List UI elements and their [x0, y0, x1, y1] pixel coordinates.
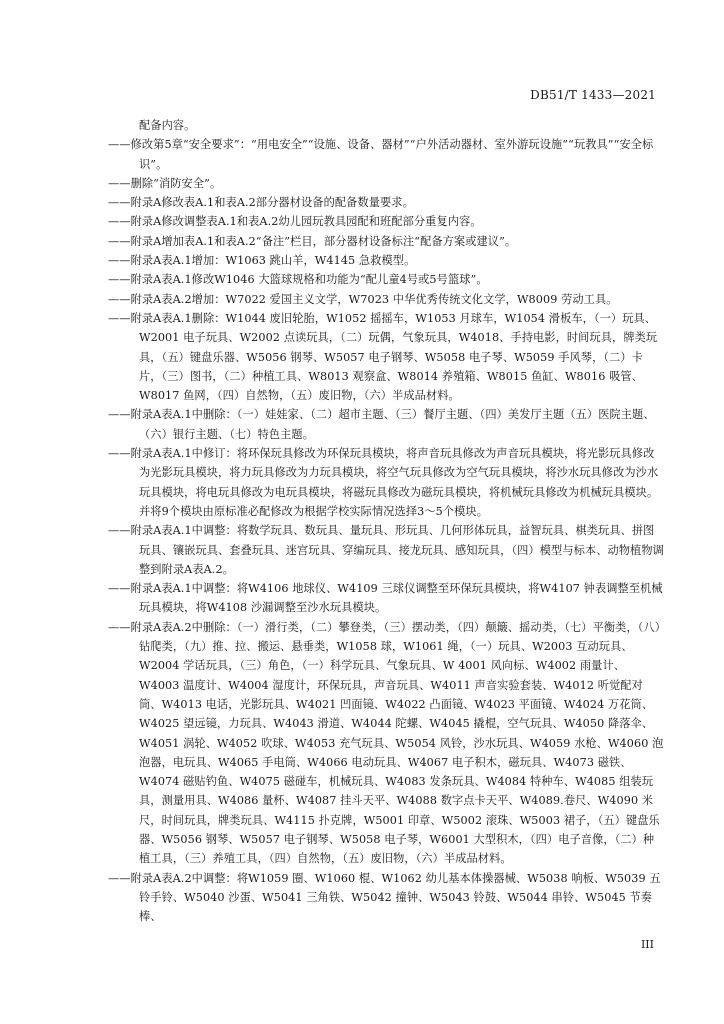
list-item: ——删除“消防安全”。 [108, 176, 222, 190]
list-item: ——附录A表A.2中调整：将W1059 圈、W1060 棍、W1062 幼儿基本体操器械、W5038 响板、W5039 五铃手铃、W5040 沙蛋、W5041 三角铁、W5042 撞钟、W5043 铃鼓、W5044 串铃、W5045 节奏棒、 [108, 871, 661, 924]
list-item: ——附录A表A.1中调整：将W4106 地球仪、W4109 三球仪调整至环保玩具模块，将W4107 钟表调整至机械玩具模块，将W4108 沙漏调整至沙水玩具模块。 [108, 582, 663, 615]
list-item: ——附录A表A.1中删除：（一）娃娃家、（二）超市主题、（三）餐厅主题、（四）美发厅主题（五）医院主题、（六）银行主题、（七）特色主题。 [108, 408, 655, 441]
list-item: ——附录A表A.1修改W1046 大篮球规格和功能为“配儿童4号或5号篮球”。 [108, 273, 488, 287]
list-item: ——附录A表A.1删除：W1044 废旧轮胎，W1052 摇摇车，W1053 月球车，W1054 滑板车，（一）玩具、W2001 电子玩具、W2002 点读玩具，（二）玩偶，气象玩具，W4018、手持电影，时间玩具，牌类玩具，（五）键盘乐器、W5056 钢琴、W5057 电子钢琴、W5058 电子琴、W5059 手风琴，（二）卡片，（三）图书，（二）种植工具、W8013 观察盒、W8014 养殖箱、W8015 鱼缸、W8016 吸管、W8017 鱼网，（四）自然物，（五）废旧物，（六）半成品材料。 [108, 311, 658, 403]
list-item: ——附录A增加表A.1和表A.2“备注”栏目，部分器材设备标注“配备方案或建议”。 [108, 234, 517, 248]
document-id-header: DB51/T 1433—2021 [530, 88, 656, 102]
list-item: ——修改第5章“安全要求”：“用电安全”“设施、设备、器材”“户外活动器材、室外游玩设施”“玩教具”“安全标识”。 [108, 138, 654, 171]
list-item: ——附录A表A.2中删除：（一）滑行类，（二）攀登类，（三）摆动类，（四）颠簸、摇动类，（七）平衡类，（八）钻爬类，（九）推、拉、搬运、悬垂类，W1058 球，W1061 绳，（一）玩具、W2003 互动玩具、W2004 学话玩具，（三）角色，（一）科学玩具、气象玩具、W 4001 风向标、W4002 雨量计、W4003 温度计、W4004 湿度计，环保玩具，声音玩具、W4011 声音实验套装、W4012 听觉配对筒、W4013 电话，光影玩具、W4021 凹面镜、W4022 凸面镜、W4023 平面镜、W4024 万花筒、W4025 望远镜，力玩具、W4043 滑道、W4044 陀螺、W4045 撬棍，空气玩具、W4050 降落伞、W4051 涡轮、W4052 吹球、W4053 充气玩具、W5054 风铃，沙水玩具、W4059 水枪、W4060 泡泡器，电玩具、W4065 手电筒、W4066 电动玩具、W4067 电子积木，磁玩具、W4073 磁铁、W4074 磁贴钓鱼、W4075 磁碰车，机械玩具、W4083 发条玩具、W4084 特种车、W4085 组装玩具，测量用具、W4086 量杯、W4087 挂斗天平、W4088 数字点卡天平、W4089.卷尺、W4090 米尺，时间玩具，牌类玩具、W4115 扑克牌，W5001 印章、W5002 滚珠、W5003 裙子，（五）键盘乐器、W5056 钢琴、W5057 电子钢琴、W5058 电子琴，W6001 大型积木，（四）电子音像，（二）种植工具，（三）养殖工具，（四）自然物，（五）废旧物，（六）半成品材料。 [108, 620, 664, 866]
list-item: ——附录A表A.1增加：W1063 跳山羊，W4145 急救模型。 [108, 254, 416, 268]
list-item: ——附录A修改调整表A.1和表A.2幼儿园玩教具园配和班配部分重复内容。 [108, 215, 482, 229]
list-item: ——附录A表A.1中修订：将环保玩具修改为环保玩具模块，将声音玩具修改为声音玩具模块，将光影玩具修改为光影玩具模块，将力玩具修改为力玩具模块，将空气玩具修改为空气玩具模块，将沙水玩具修改为沙水玩具模块，将电玩具修改为电玩具模块，将磁玩具修改为磁玩具模块，将机械玩具修改为机械玩具模块。并将9个模块由原标准必配修改为根据学校实际情况选择3～5个模块。 [108, 447, 659, 518]
list-item: ——附录A修改表A.1和表A.2部分器材设备的配备数量要求。 [108, 196, 414, 210]
page-number: III [640, 938, 654, 951]
list-item: ——附录A表A.2增加：W7022 爱国主义文学，W7023 中华优秀传统文化文学，W8009 劳动工具。 [108, 292, 618, 306]
list-item: ——附录A表A.1中调整：将数学玩具、数玩具、量玩具、形玩具、几何形体玩具，益智玩具、棋类玩具、拼图玩具、镶嵌玩具、套叠玩具、迷宫玩具、穿编玩具、接龙玩具、感知玩具，（四）模型与标本、动物植物调整到附录A表A.2。 [108, 524, 664, 576]
document-body [108, 116, 664, 926]
continuation-text: 配备内容。 [139, 119, 196, 132]
